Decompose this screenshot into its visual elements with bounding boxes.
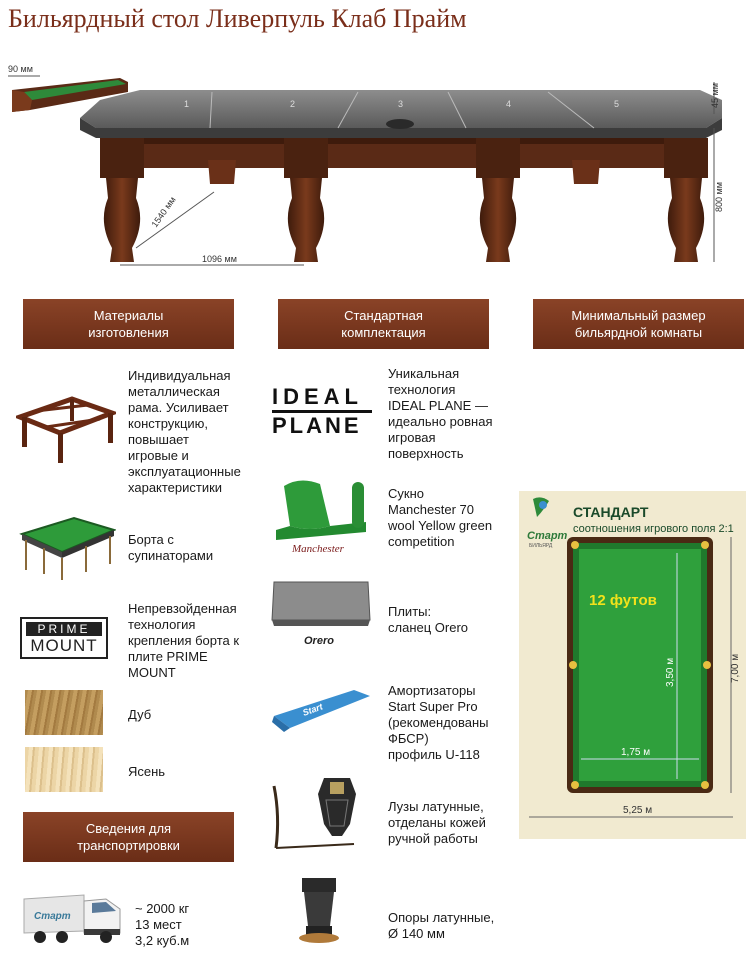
- rail-width-label: 90 мм: [8, 64, 33, 74]
- cloth-image: [270, 476, 376, 560]
- standard-header: Стандартная комплектация: [278, 299, 489, 349]
- table-leg: [664, 138, 708, 262]
- transport-header: Сведения для транспортировки: [23, 812, 234, 862]
- material-frame-text: Индивидуальная металлическая рама. Усиливает конструкцию, повышает игровые и эксплуатационные характеристики: [128, 368, 241, 495]
- room-header: Минимальный размер бильярдной комнаты: [533, 299, 744, 349]
- truck-image: [22, 893, 124, 945]
- brass-foot-image: [288, 876, 358, 946]
- material-ash-text: Ясень: [128, 764, 166, 779]
- room-brand: Старт: [527, 530, 568, 542]
- material-oak-text: Дуб: [128, 707, 152, 722]
- field-length-label: 3,50 м: [665, 657, 676, 687]
- material-primemount-text: Непревзойденная технология крепления борта к плите PRIME MOUNT: [128, 601, 240, 680]
- room-length-label: 7,00 м: [730, 653, 741, 683]
- ideal-plane-text: Уникальная технология IDEAL PLANE — идеально ровная игровая поверхность: [388, 366, 493, 461]
- pocket-image: [270, 776, 374, 860]
- slate-number: 2: [290, 99, 296, 109]
- cushions-image: [16, 512, 116, 582]
- cloth-text: Сукно Manchester 70 wool Yellow green competition: [388, 486, 493, 549]
- field-width-label: 1,75 м: [621, 747, 651, 758]
- table-leg: [476, 138, 520, 262]
- room-brand-sub: БИЛЬЯРД: [529, 543, 553, 549]
- oak-swatch: [25, 690, 103, 735]
- room-subheading: соотношения игрового поля 2:1: [573, 523, 734, 535]
- diagonal-label: 1540 мм: [149, 194, 178, 230]
- slate-number: 1: [184, 99, 190, 109]
- slate-number: 4: [506, 99, 512, 109]
- cushion-rubber-image: [270, 686, 374, 736]
- table-size-label: 12 футов: [589, 592, 657, 609]
- start-logo: Start: [301, 701, 324, 718]
- transport-text: ~ 2000 кг 13 мест 3,2 куб.м: [135, 901, 190, 948]
- truck-logo: Старт: [34, 911, 71, 922]
- slate-text: Плиты: сланец Orero: [388, 604, 469, 635]
- foot-text: Опоры латунные, Ø 140 мм: [388, 910, 495, 941]
- rail-height-label: 45 мм: [710, 83, 720, 108]
- material-cushions-text: Борта с супинаторами: [128, 532, 214, 563]
- pocket-text: Лузы латунные, отделаны кожей ручной работы: [388, 799, 486, 846]
- start-brand-logo: [527, 497, 568, 549]
- ideal-plane-logo: IDEAL PLANE: [272, 385, 372, 438]
- room-diagram-graphic: [519, 491, 746, 839]
- ash-swatch: [25, 747, 103, 792]
- materials-header: Материалы изготовления: [23, 299, 234, 349]
- table-illustration: [0, 40, 748, 280]
- page-title: Бильярдный стол Ливерпуль Клаб Прайм: [8, 4, 467, 33]
- cushion-rubber-text: Амортизаторы Start Super Pro (рекомендованы ФБСР) профиль U-118: [388, 683, 489, 762]
- slate-image: [270, 580, 374, 652]
- table-height-label: 800 мм: [714, 182, 724, 212]
- manchester-logo: Manchester: [292, 543, 344, 555]
- table-leg: [284, 138, 328, 262]
- leg-spacing-label: 1096 мм: [202, 254, 237, 264]
- table-leg: [100, 138, 144, 262]
- room-heading: СТАНДАРТ: [573, 504, 649, 520]
- prime-mount-logo: PRIME MOUNT: [20, 617, 108, 659]
- slate-number: 3: [398, 99, 404, 109]
- room-width-label: 5,25 м: [623, 805, 653, 816]
- metal-frame-image: [16, 395, 116, 465]
- slate-number: 5: [614, 99, 620, 109]
- orero-logo: Orero: [304, 635, 334, 647]
